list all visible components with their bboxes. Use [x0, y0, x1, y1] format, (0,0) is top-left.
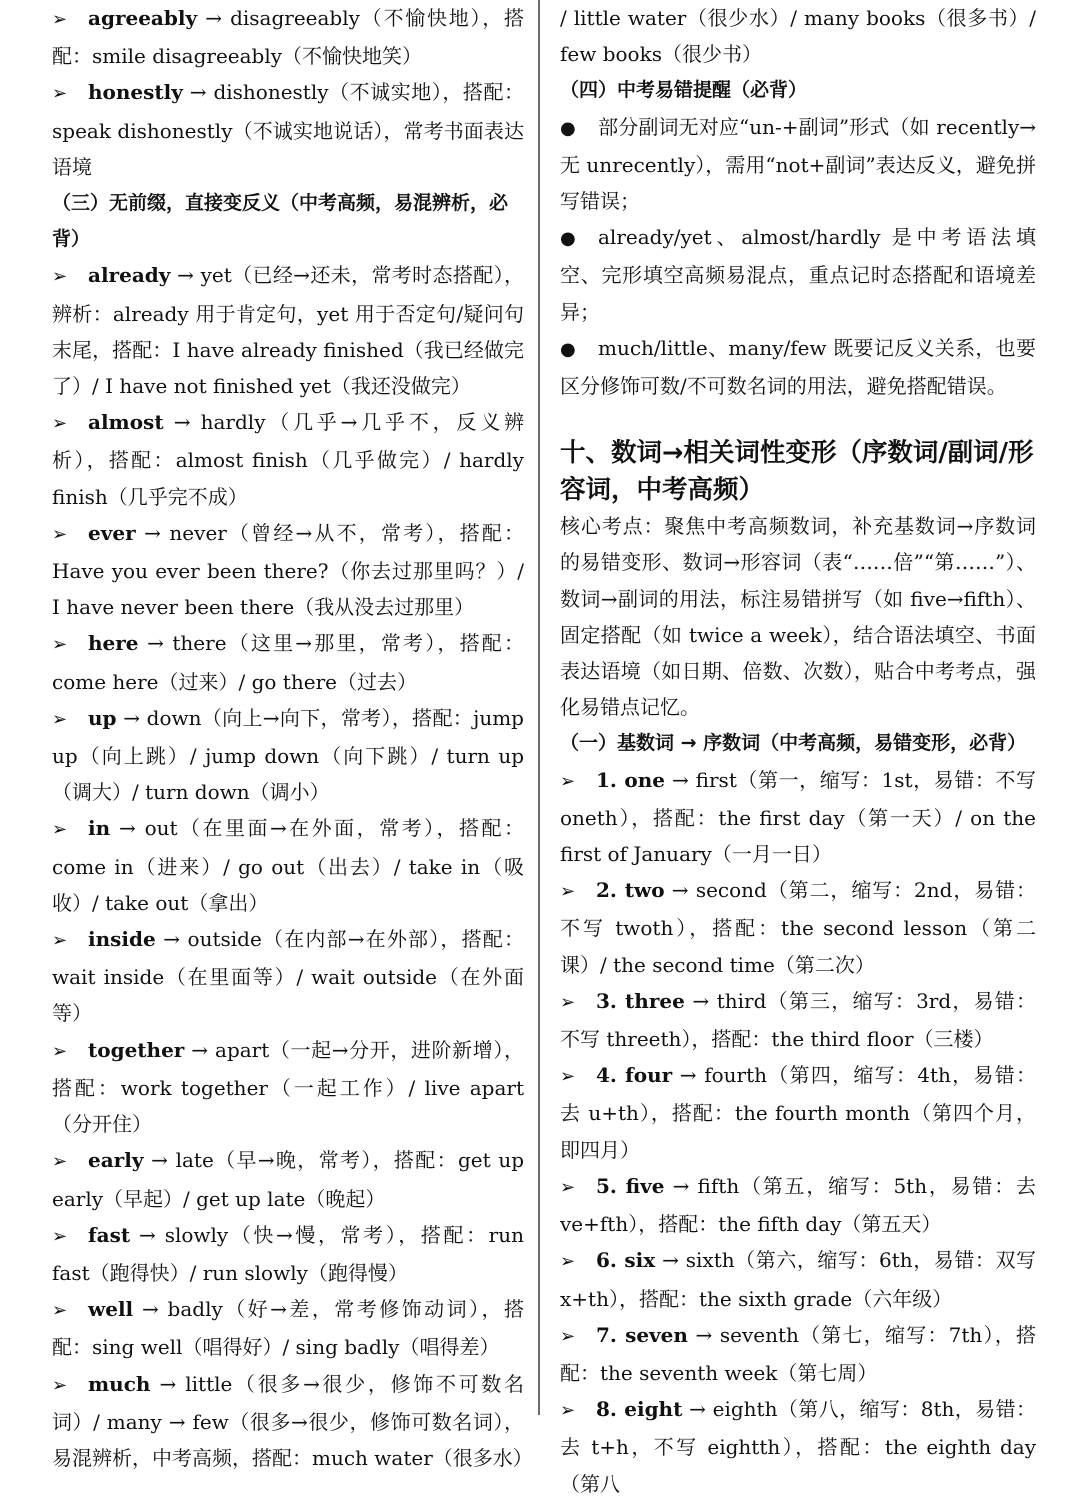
tip-bullet: [560, 330, 1036, 404]
vocab-entry: [52, 1366, 533, 1477]
arrow-bullet-icon: ➢: [52, 819, 68, 841]
head-word: ever: [88, 520, 136, 545]
head-word: 7. seven: [596, 1322, 688, 1347]
section-subheading: （三）无前缀，直接变反义（中考高频，易混辨析，必背）: [52, 192, 509, 251]
entry-text: → second（第二，缩写：2nd，易错：不写 twoth），搭配：the second lesson（第二课）/ the second time（第二次）: [560, 878, 1037, 977]
arrow-bullet-icon: ➢: [560, 1066, 576, 1088]
entry-text: → out（在里面→在外面，常考），搭配：come in（进来）/ go out（出去）/ take in（吸收）/ take out（拿出）: [52, 816, 524, 915]
head-word: well: [88, 1297, 134, 1322]
entry-text: → badly（好→差，常考修饰动词），搭配：sing well（唱得好）/ sing badly（唱得差）: [52, 1297, 524, 1360]
arrow-bullet-icon: ➢: [52, 1040, 68, 1062]
dot-bullet-icon: ●: [560, 117, 576, 139]
entry-text: → first（第一，缩写：1st，易错：不写 oneth），搭配：the first day（第一天）/ on the first of January（一月一日）: [560, 767, 1036, 867]
vocab-entry: [52, 625, 524, 699]
entry-text: → dishonestly（不诚实地），搭配：speak dishonestly（不诚实地说话），常考书面表达语境: [52, 80, 524, 179]
head-word: honestly: [88, 80, 183, 105]
arrow-bullet-icon: ➢: [52, 930, 68, 952]
vocab-entry: [52, 810, 524, 921]
entry-text: → hardly（几乎→几乎不，反义辨析），搭配：almost finish（几乎做完）/ hardly finish（几乎完不成）: [52, 410, 524, 509]
arrow-bullet-icon: ➢: [52, 523, 68, 545]
head-word: together: [88, 1037, 185, 1062]
head-word: agreeably: [88, 6, 198, 30]
vocab-entry: [52, 921, 524, 1032]
arrow-bullet-icon: ➢: [52, 1374, 68, 1396]
right-column: [560, 0, 1037, 1496]
head-word: almost: [88, 410, 164, 435]
arrow-bullet-icon: ➢: [52, 1151, 68, 1173]
vocab-entry: [560, 1317, 1036, 1391]
vocab-entry: [560, 872, 1036, 983]
entry-text: → slowly（快→慢，常考），搭配：run fast（跑得快）/ run slowly（跑得慢）: [52, 1222, 524, 1285]
entry-text: → disagreeably（不愉快地），搭配：smile disagreeably（不愉快地笑）: [52, 6, 524, 69]
vocab-entry: [560, 1391, 1036, 1502]
arrow-bullet-icon: ➢: [52, 266, 68, 288]
entry-text: → fourth（第四，缩写：4th，易错：去 u+th），搭配：the fourth month（第四个月，即四月）: [560, 1063, 1036, 1162]
bullet-text: much/little、many/few 既要记反义关系，也要区分修饰可数/不可数名词的用法，避免搭配错误。: [560, 335, 1036, 399]
entry-text: → eighth（第八，缩写：8th，易错：去 t+h，不写 eightth），搭配：the eighth day（第八: [560, 1397, 1036, 1496]
section-subheading: （四）中考易错提醒（必背）: [560, 79, 808, 102]
section-subheading: （一）基数词 → 序数词（中考高频，易错变形，必背）: [560, 732, 1027, 755]
vocab-entry: [560, 762, 1036, 873]
head-word: 3. three: [596, 988, 685, 1013]
dot-bullet-icon: ●: [560, 338, 576, 360]
chapter-heading: 十、数词→相关词性变形（序数词/副词/形容词，中考高频）: [560, 438, 1034, 505]
arrow-bullet-icon: ➢: [52, 708, 68, 730]
entry-text: → down（向上→向下，常考），搭配：jump up（向上跳）/ jump down（向下跳）/ turn up（调大）/ turn down（调小）: [52, 705, 524, 805]
arrow-bullet-icon: ➢: [560, 881, 576, 903]
paragraph-text: 核心考点：聚焦中考高频数词，补充基数词→序数词的易错变形、数词→形容词（表“……倍”“第……”）、数词→副词的用法，标注易错拼写（如 five→fifth）、固定搭配（如 twice a week），结合语法填空、书面表达语境（如日期、倍数、次数），贴合中考考点，强化易错点记忆。: [560, 514, 1036, 720]
arrow-bullet-icon: ➢: [52, 9, 68, 30]
head-word: 5. five: [596, 1173, 665, 1198]
vocab-entry: [52, 700, 524, 811]
vocab-entry: [560, 983, 1036, 1057]
entry-text: → yet（已经→还未，常考时态搭配），辨析：already 用于肯定句，yet 用于否定句/疑问句末尾，搭配：I have already finished（我已经做完了）/ I have not finished yet（我还没做完）: [52, 263, 524, 399]
vocab-entry: [52, 1032, 524, 1143]
entry-text: → outside（在内部→在外部），搭配：wait inside（在里面等）/ wait outside（在外面等）: [52, 927, 524, 1026]
vocab-entry: [52, 257, 524, 404]
head-word: up: [88, 705, 117, 730]
head-word: 2. two: [596, 878, 665, 903]
paragraph-text: / little water（很少水）/ many books（很多书）/ few books（很少书）: [560, 6, 1036, 67]
head-word: 6. six: [596, 1248, 656, 1273]
left-column: [52, 0, 533, 1470]
bullet-text: already/yet、almost/hardly 是中考语法填空、完形填空高频易混点，重点记时态搭配和语境差异；: [560, 225, 1036, 324]
arrow-bullet-icon: ➢: [52, 83, 68, 105]
bullet-text: 部分副词无对应“un-+副词”形式（如 recently→无 unrecently），需用“not+副词”表达反义，避免拼写错误；: [560, 114, 1036, 214]
head-word: 8. eight: [596, 1397, 683, 1422]
vocab-entry: [52, 1217, 524, 1291]
entry-text: → third（第三，缩写：3rd，易错：不写 threeth），搭配：the third floor（三楼）: [560, 988, 1036, 1052]
head-word: early: [88, 1148, 144, 1173]
arrow-bullet-icon: ➢: [560, 1400, 576, 1422]
arrow-bullet-icon: ➢: [560, 1251, 576, 1273]
arrow-bullet-icon: ➢: [560, 1325, 576, 1347]
vocab-entry: [52, 404, 524, 515]
vocab-entry: [52, 1142, 524, 1216]
head-word: 4. four: [596, 1063, 673, 1088]
tip-bullet: [560, 219, 1036, 330]
tip-bullet: [560, 109, 1036, 220]
vocab-entry: [52, 515, 524, 626]
entry-text: → there（这里→那里，常考），搭配：come here（过来）/ go there（过去）: [52, 631, 524, 694]
column-divider: [538, 0, 540, 1415]
vocab-entry: [52, 74, 524, 185]
head-word: 1. one: [596, 767, 666, 792]
arrow-bullet-icon: ➢: [52, 413, 68, 435]
head-word: fast: [88, 1222, 131, 1247]
head-word: here: [88, 631, 139, 656]
head-word: inside: [88, 927, 156, 952]
arrow-bullet-icon: ➢: [52, 634, 68, 656]
arrow-bullet-icon: ➢: [560, 991, 576, 1013]
arrow-bullet-icon: ➢: [52, 1300, 68, 1322]
entry-text: → fifth（第五，缩写：5th，易错：去 ve+fth），搭配：the fifth day（第五天）: [560, 1173, 1036, 1237]
entry-text: → never（曾经→从不，常考），搭配：Have you ever been there?（你去过那里吗？）/ I have never been there（我从没去过那里）: [52, 520, 524, 620]
vocab-entry: [560, 1242, 1036, 1316]
vocab-entry: [52, 1291, 524, 1365]
entry-text: → little（很多→很少，修饰不可数名词）/ many → few（很多→很少，修饰可数名词），易混辨析，中考高频，搭配：much water（很多水）: [52, 1371, 533, 1470]
entry-text: → sixth（第六，缩写：6th，易错：双写 x+th），搭配：the sixth grade（六年级）: [560, 1248, 1036, 1311]
dot-bullet-icon: ●: [560, 228, 576, 250]
vocab-entry: [52, 0, 524, 74]
arrow-bullet-icon: ➢: [560, 1176, 576, 1198]
head-word: already: [88, 263, 171, 288]
vocab-entry: [560, 1057, 1036, 1168]
entry-text: → seventh（第七，缩写：7th），搭配：the seventh week（第七周）: [560, 1322, 1036, 1385]
arrow-bullet-icon: ➢: [52, 1225, 68, 1247]
head-word: in: [88, 816, 111, 841]
entry-text: → late（早→晚，常考），搭配：get up early（早起）/ get up late（晚起）: [52, 1148, 524, 1211]
entry-text: → apart（一起→分开，进阶新增），搭配：work together（一起工作）/ live apart（分开住）: [52, 1037, 524, 1137]
head-word: much: [88, 1371, 151, 1396]
arrow-bullet-icon: ➢: [560, 770, 576, 792]
vocab-entry: [560, 1168, 1036, 1242]
